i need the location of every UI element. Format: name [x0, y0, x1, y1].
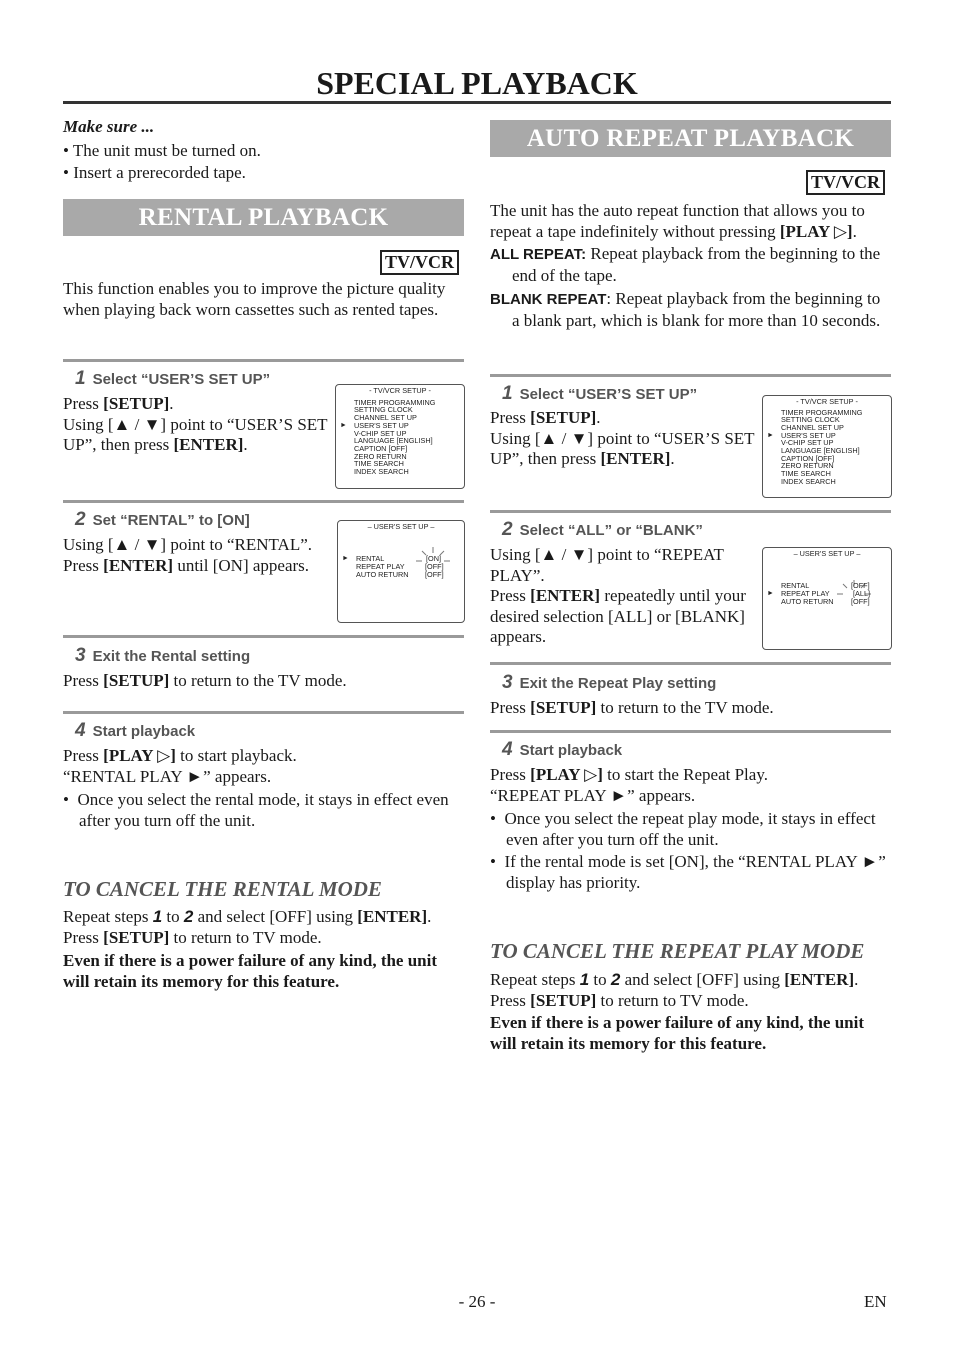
language-code: EN [864, 1292, 887, 1311]
menu-item: TIME SEARCH [781, 469, 831, 478]
menu-item: LANGUAGE [ENGLISH] [354, 436, 433, 445]
step-divider [490, 510, 891, 513]
repeat-value: [ALL] [853, 589, 871, 598]
auto-repeat-banner: AUTO REPEAT PLAYBACK [490, 120, 891, 157]
auto-repeat-intro: The unit has the auto repeat function that allows you to repeat a tape indefinitely without pressing [PLAY ▷]. ALL REPEAT: Repeat playback from the beginning to the end of the tape. BLANK REPEAT: Repeat playback from the beginning to a blank part, which is blank for more than 10 seconds. [490, 201, 881, 330]
make-sure-label: Make sure ... [63, 117, 155, 136]
tv-vcr-badge: TV/VCR [806, 170, 885, 195]
repeat-value: [OFF] [425, 562, 444, 571]
cursor-icon: ► [342, 555, 349, 562]
menu-item: USER'S SET UP [354, 421, 409, 430]
menu-item: V-CHIP SET UP [354, 429, 407, 438]
cancel-repeat-text: Repeat steps 1 to 2 and select [OFF] using [ENTER]. Press [SETUP] to return to TV mode. [490, 970, 859, 1010]
step-4-heading: 4 Start playback [75, 720, 196, 741]
step-3-text: Press [SETUP] to return to the TV mode. [63, 671, 347, 690]
menu-item: INDEX SEARCH [354, 467, 409, 476]
step-divider [63, 635, 464, 638]
make-sure-item-2: • Insert a prerecorded tape. [63, 163, 246, 182]
screen-title: – USER'S SET UP – [793, 549, 861, 558]
repeat-memory-note: Even if there is a power failure of any kind, the unit will retain its memory for this feature. [490, 1013, 865, 1053]
step-4-heading: 4 Start playback [502, 739, 623, 760]
cancel-rental-text: Repeat steps 1 to 2 and select [OFF] using [ENTER]. Press [SETUP] to return to TV mode. [63, 907, 432, 947]
tv-vcr-badge: TV/VCR [380, 250, 459, 275]
cancel-rental-heading: TO CANCEL THE RENTAL MODE [63, 877, 382, 901]
cursor-icon: ► [767, 432, 774, 439]
menu-item: CHANNEL SET UP [354, 413, 417, 422]
menu-item: CAPTION [OFF] [354, 444, 408, 453]
page-title: SPECIAL PLAYBACK [316, 65, 638, 101]
menu-item: AUTO RETURN [356, 570, 409, 579]
page-number: - 26 - [458, 1292, 496, 1311]
step-1-text: Press [SETUP]. Using [▲ / ▼] point to “USER’S SET UP”, then press [ENTER]. [490, 408, 755, 468]
screen-title: - TV/VCR SETUP - [369, 386, 431, 395]
step-2-text: Using [▲ / ▼] point to “RENTAL”. Press [ENTER] until [ON] appears. [63, 535, 313, 575]
step-divider [63, 500, 464, 503]
step-3-heading: 3 Exit the Repeat Play setting [502, 672, 717, 693]
step-2-heading: 2 Set “RENTAL” to [ON] [75, 509, 250, 530]
users-setup-screen-repeat [762, 547, 892, 650]
screen-title: – USER'S SET UP – [367, 522, 435, 531]
step-divider [490, 662, 891, 665]
menu-item: INDEX SEARCH [781, 477, 836, 486]
step-divider [490, 374, 891, 377]
menu-item: AUTO RETURN [781, 597, 834, 606]
step-1-heading: 1 Select “USER’S SET UP” [75, 368, 271, 389]
step-4-text: Press [PLAY ▷] to start playback. “RENTAL PLAY ►” appears. • Once you select the rental mode, it stays in effect even after you turn off the unit. [63, 746, 449, 830]
menu-item: RENTAL [781, 581, 810, 590]
menu-item: ZERO RETURN [781, 461, 834, 470]
rental-memory-note: Even if there is a power failure of any kind, the unit will retain its memory for this feature. [63, 951, 438, 991]
menu-item: RENTAL [356, 554, 385, 563]
tv-vcr-setup-screen [335, 384, 465, 489]
cursor-icon: ► [767, 590, 774, 597]
menu-item: LANGUAGE [ENGLISH] [781, 446, 860, 455]
cancel-repeat-heading: TO CANCEL THE REPEAT PLAY MODE [490, 939, 865, 963]
auto-return-value: [OFF] [425, 570, 444, 579]
menu-item: CAPTION [OFF] [781, 454, 835, 463]
step-divider [63, 711, 464, 714]
step-1-text: Press [SETUP]. Using [▲ / ▼] point to “USER’S SET UP”, then press [ENTER]. [63, 394, 328, 454]
menu-item: TIME SEARCH [354, 459, 404, 468]
rental-playback-banner: RENTAL PLAYBACK [63, 199, 464, 236]
step-2-heading: 2 Select “ALL” or “BLANK” [502, 519, 703, 540]
make-sure-item-1: • The unit must be turned on. [63, 140, 261, 160]
step-divider [63, 359, 464, 362]
tv-vcr-setup-screen [762, 395, 892, 498]
auto-return-value: [OFF] [851, 597, 870, 606]
menu-item: REPEAT PLAY [781, 589, 830, 598]
menu-item: REPEAT PLAY [356, 562, 405, 571]
rental-value: [ON] [426, 554, 441, 563]
menu-item: CHANNEL SET UP [781, 423, 844, 432]
menu-item: USER'S SET UP [781, 431, 836, 440]
menu-item: TIMER PROGRAMMING [781, 408, 863, 417]
cursor-icon: ► [340, 422, 347, 429]
step-4-text: Press [PLAY ▷] to start the Repeat Play. “REPEAT PLAY ►” appears. • Once you select the repeat play mode, it stays in effect even after you turn off the unit. • If the rental mode is set [ON], the “RENTAL PLAY ►” display has priority. [490, 765, 886, 892]
title-rule [63, 101, 891, 104]
step-3-heading: 3 Exit the Rental setting [75, 645, 251, 666]
menu-item: TIMER PROGRAMMING [354, 398, 436, 407]
step-divider [490, 730, 891, 733]
step-2-text: Using [▲ / ▼] point to “REPEAT PLAY”. Press [ENTER] repeatedly until your desired selection [ALL] or [BLANK] appears. [490, 545, 746, 646]
rental-intro: This function enables you to improve the picture quality when playing back worn cassettes such as rented tapes. [63, 279, 446, 319]
menu-item: V-CHIP SET UP [781, 438, 834, 447]
menu-item: ZERO RETURN [354, 452, 407, 461]
step-1-heading: 1 Select “USER’S SET UP” [502, 383, 698, 404]
menu-item: SETTING CLOCK [354, 405, 413, 414]
users-setup-screen-rental [337, 520, 465, 623]
make-sure-section [63, 117, 463, 184]
rental-value: [OFF] [851, 581, 870, 590]
menu-item: SETTING CLOCK [781, 415, 840, 424]
step-3-text: Press [SETUP] to return to the TV mode. [490, 698, 774, 717]
screen-title: - TV/VCR SETUP - [796, 397, 858, 406]
